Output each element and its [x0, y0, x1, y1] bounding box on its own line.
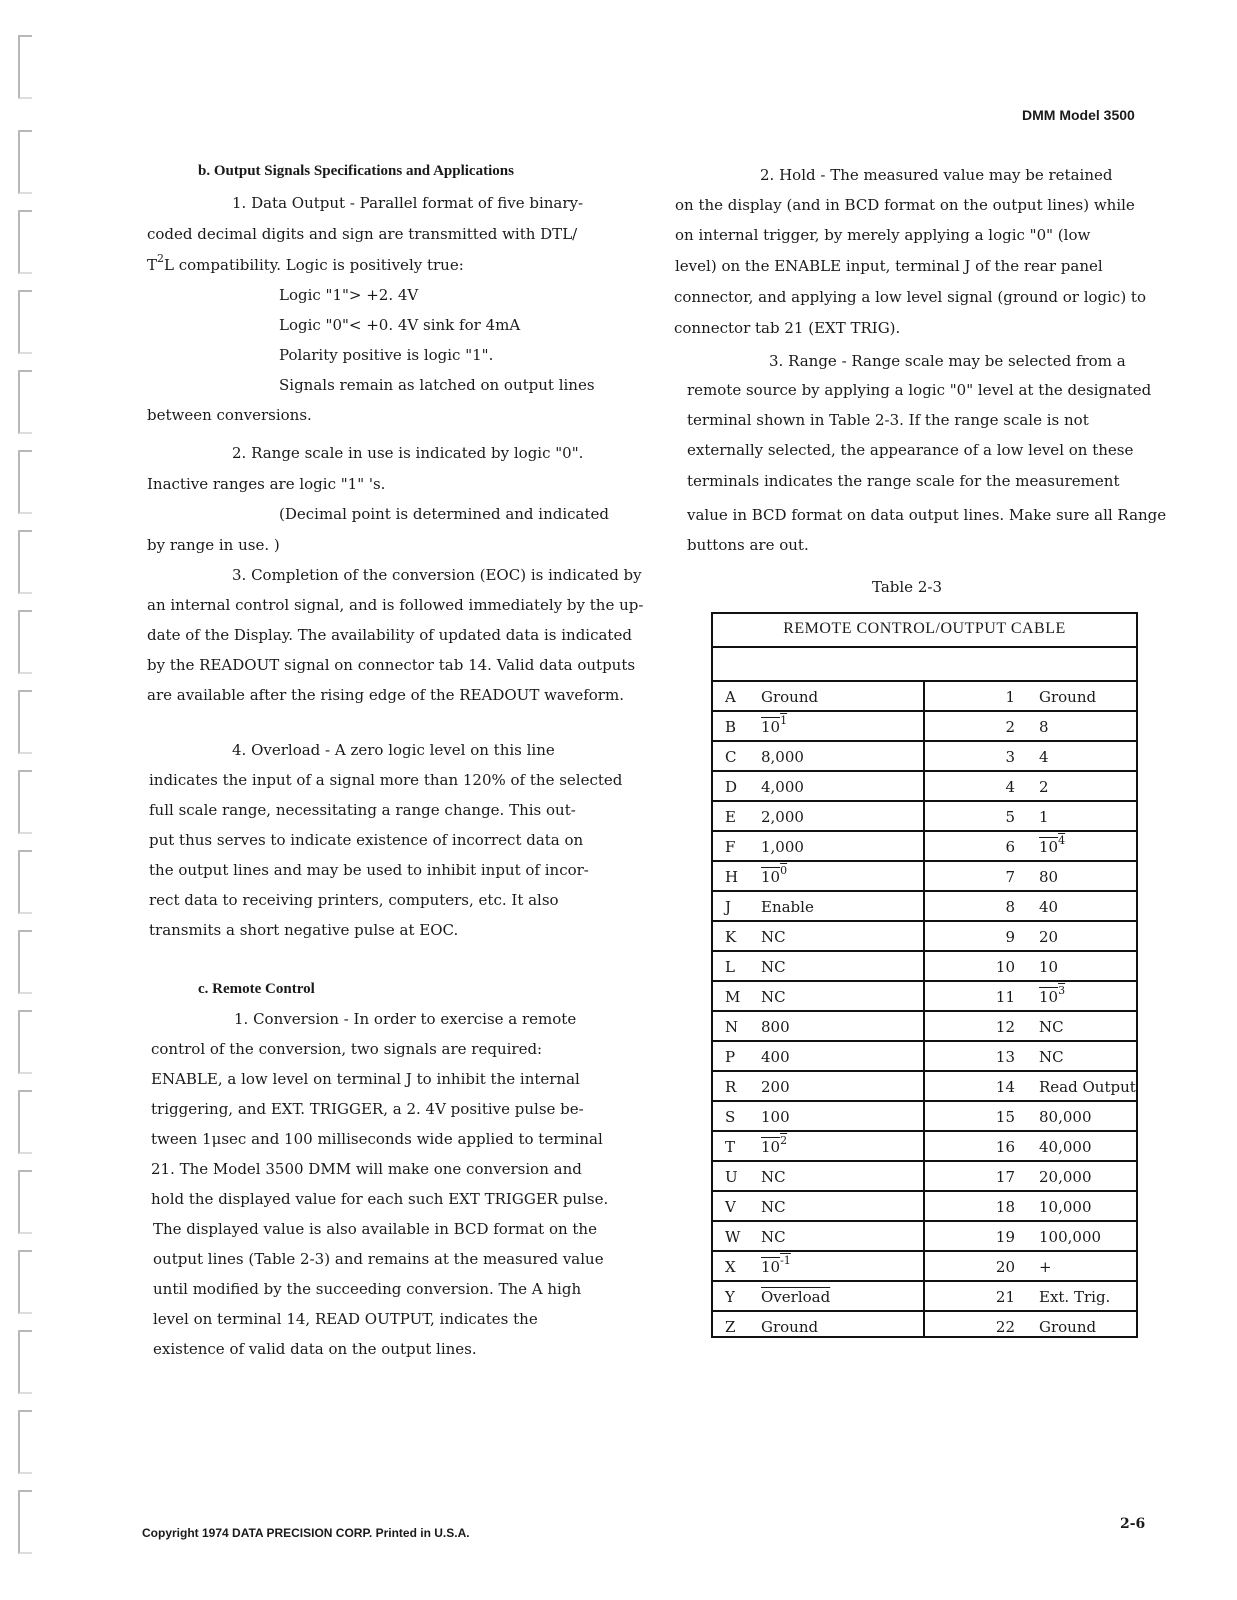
pin-number-signal: 1 [1039, 808, 1049, 826]
pin-number-signal: Ext. Trig. [1039, 1288, 1111, 1306]
pin-letter: Z [725, 1318, 736, 1336]
b4-line: put thus serves to indicate existence of incorrect data on [149, 831, 584, 849]
binder-mark [18, 210, 32, 274]
binder-mark [18, 850, 32, 914]
pin-letter-signal: 1,000 [761, 838, 804, 856]
pin-letter: U [725, 1168, 738, 1186]
pin-letter-signal: NC [761, 928, 786, 946]
binder-mark [18, 770, 32, 834]
pin-letter: C [725, 748, 737, 766]
b4-line: 4. Overload - A zero logic level on this line [232, 741, 555, 759]
c1-line: existence of valid data on the output lines. [153, 1340, 477, 1358]
page-header-model: DMM Model 3500 [1022, 107, 1135, 123]
pin-number-signal: 40 [1039, 898, 1059, 916]
pin-number-signal: 20 [1039, 928, 1059, 946]
pin-number: 1 [1005, 688, 1015, 706]
pin-letter-signal: NC [761, 1228, 786, 1246]
b3-line: 3. Completion of the conversion (EOC) is indicated by [232, 566, 642, 584]
pin-number-signal: 10 [1039, 958, 1059, 976]
pin-letter: P [725, 1048, 736, 1066]
pin-number: 5 [1005, 808, 1015, 826]
pin-number: 16 [995, 1138, 1015, 1156]
c2-line: connector, and applying a low level signal (ground or logic) to [674, 288, 1146, 306]
pin-number: 22 [995, 1318, 1015, 1336]
b1-line: 1. Data Output - Parallel format of five binary- [232, 194, 584, 212]
copyright-notice: Copyright 1974 DATA PRECISION CORP. Printed in U.S.A. [142, 1526, 470, 1540]
pin-number-signal: 2 [1039, 778, 1049, 796]
table-row [713, 742, 1136, 772]
pin-letter: K [725, 928, 737, 946]
binder-mark [18, 35, 32, 99]
pin-letter-signal: 8,000 [761, 748, 804, 766]
table-blank-row [713, 648, 1136, 682]
pin-number-signal: NC [1039, 1048, 1064, 1066]
pin-letter: T [725, 1138, 736, 1156]
binder-mark [18, 1250, 32, 1314]
section-b-heading: b. Output Signals Specifications and Applications [198, 163, 514, 179]
table-row [713, 682, 1136, 712]
c3-line: terminals indicates the range scale for the measurement [687, 472, 1120, 490]
pin-letter: A [725, 688, 736, 706]
b4-line: indicates the input of a signal more than 120% of the selected [149, 771, 623, 789]
pin-number: 12 [995, 1018, 1015, 1036]
pin-number-signal: 80,000 [1039, 1108, 1092, 1126]
table-row [713, 922, 1136, 952]
pin-letter-signal: 400 [761, 1048, 790, 1066]
table-caption: Table 2-3 [872, 578, 942, 596]
c1-line: 1. Conversion - In order to exercise a remote [234, 1010, 577, 1028]
pin-letter-signal: 2,000 [761, 808, 804, 826]
pin-letter-signal: 200 [761, 1078, 790, 1096]
b4-line: the output lines and may be used to inhibit input of incor- [149, 861, 589, 879]
pin-letter: J [725, 898, 732, 916]
table-row [713, 982, 1136, 1012]
binder-mark [18, 530, 32, 594]
pin-number: 9 [1005, 928, 1015, 946]
pin-letter-signal: 800 [761, 1018, 790, 1036]
c3-line: externally selected, the appearance of a low level on these [687, 441, 1134, 459]
pin-number: 20 [995, 1258, 1015, 1276]
pin-letter: E [725, 808, 736, 826]
c2-line: on internal trigger, by merely applying a logic "0" (low [675, 226, 1091, 244]
binder-mark [18, 1490, 32, 1554]
c1-line: hold the displayed value for each such EXT TRIGGER pulse. [151, 1190, 609, 1208]
binder-mark [18, 130, 32, 194]
table-row [713, 892, 1136, 922]
pin-letter-signal: $10^0$ [761, 864, 788, 886]
b1-line: coded decimal digits and sign are transmitted with DTL/ [147, 225, 578, 243]
c3-line: remote source by applying a logic "0" level at the designated [687, 381, 1152, 399]
c1-line: level on terminal 14, READ OUTPUT, indicates the [153, 1310, 538, 1328]
binder-mark [18, 1410, 32, 1474]
pin-letter: D [725, 778, 738, 796]
c1-line: 21. The Model 3500 DMM will make one conversion and [151, 1160, 582, 1178]
pin-letter-signal: NC [761, 958, 786, 976]
pin-letter-signal: $10^1$ [761, 714, 788, 736]
pin-number: 4 [1005, 778, 1015, 796]
table-row [713, 1282, 1136, 1312]
c3-line: 3. Range - Range scale may be selected from a [769, 352, 1126, 370]
pin-letter-signal: NC [761, 1168, 786, 1186]
binder-mark [18, 450, 32, 514]
c1-line: until modified by the succeeding conversion. The A high [153, 1280, 582, 1298]
pin-number: 10 [995, 958, 1015, 976]
binder-mark [18, 290, 32, 354]
b3-line: are available after the rising edge of the READOUT waveform. [147, 686, 624, 704]
c1-line: ENABLE, a low level on terminal J to inhibit the internal [151, 1070, 580, 1088]
pin-number-signal: 100,000 [1039, 1228, 1102, 1246]
c2-line: 2. Hold - The measured value may be retained [760, 166, 1113, 184]
b2-line: 2. Range scale in use is indicated by logic "0". [232, 444, 584, 462]
c2-line: connector tab 21 (EXT TRIG). [674, 319, 901, 337]
table-row [713, 802, 1136, 832]
pin-letter-signal: 100 [761, 1108, 790, 1126]
binder-mark [18, 1010, 32, 1074]
section-c-heading: c. Remote Control [198, 981, 315, 997]
pin-letter: W [725, 1228, 741, 1246]
pin-number-signal: Read Output [1039, 1078, 1136, 1096]
pin-letter: V [725, 1198, 736, 1216]
binder-mark [18, 1090, 32, 1154]
signals-line: Signals remain as latched on output lines [279, 376, 595, 394]
pin-letter: L [725, 958, 735, 976]
pin-number-signal: 20,000 [1039, 1168, 1092, 1186]
decimal-line: (Decimal point is determined and indicated [279, 505, 609, 523]
b4-line: rect data to receiving printers, computers, etc. It also [149, 891, 559, 909]
pin-letter: N [725, 1018, 739, 1036]
table-row [713, 862, 1136, 892]
remote-control-table [711, 612, 1138, 1338]
pin-number: 11 [995, 988, 1015, 1006]
pin-letter: H [725, 868, 739, 886]
c1-line: tween 1μsec and 100 milliseconds wide applied to terminal [151, 1130, 603, 1148]
b3-line: date of the Display. The availability of updated data is indicated [147, 626, 632, 644]
c3-line: terminal shown in Table 2-3. If the range scale is not [687, 411, 1089, 429]
pin-number-signal: 4 [1039, 748, 1049, 766]
pin-number: 6 [1005, 838, 1015, 856]
pin-letter: M [725, 988, 741, 1006]
pin-letter: S [725, 1108, 736, 1126]
c1-line: The displayed value is also available in BCD format on the [153, 1220, 597, 1238]
c2-line: level) on the ENABLE input, terminal J of the rear panel [675, 257, 1103, 275]
pin-number: 7 [1005, 868, 1015, 886]
pin-number: 2 [1005, 718, 1015, 736]
pin-number: 21 [995, 1288, 1015, 1306]
pin-number-signal: 80 [1039, 868, 1059, 886]
table-row [713, 1132, 1136, 1162]
table-row [713, 1162, 1136, 1192]
table-row [713, 1042, 1136, 1072]
b3-line: an internal control signal, and is followed immediately by the up- [147, 596, 644, 614]
pin-letter-signal: NC [761, 988, 786, 1006]
logic-zero-spec: Logic "0"< +0. 4V sink for 4mA [279, 316, 521, 334]
pin-letter-signal: Enable [761, 898, 814, 916]
pin-number: 8 [1005, 898, 1015, 916]
c2-line: on the display (and in BCD format on the output lines) while [675, 196, 1135, 214]
binder-mark [18, 690, 32, 754]
pin-number-signal: $10^4$ [1039, 834, 1066, 856]
binder-mark [18, 370, 32, 434]
table-row [713, 712, 1136, 742]
pin-letter: Y [725, 1288, 735, 1306]
table-row [713, 1102, 1136, 1132]
table-row [713, 1222, 1136, 1252]
pin-letter-signal: Overload [761, 1288, 831, 1306]
b1-line: $T^2L$ compatibility. Logic is positively true: [147, 252, 464, 274]
pin-number-signal: 40,000 [1039, 1138, 1092, 1156]
table-row [713, 1252, 1136, 1282]
pin-letter: F [725, 838, 736, 856]
pin-number: 19 [995, 1228, 1015, 1246]
binder-mark [18, 930, 32, 994]
pin-number-signal: 8 [1039, 718, 1049, 736]
table-row [713, 772, 1136, 802]
pin-letter: R [725, 1078, 737, 1096]
pin-number: 18 [995, 1198, 1015, 1216]
pin-number-signal: + [1039, 1258, 1052, 1276]
c1-line: output lines (Table 2-3) and remains at the measured value [153, 1250, 604, 1268]
decimal-line: by range in use. ) [147, 536, 280, 554]
signals-line: between conversions. [147, 406, 312, 424]
page-number: 2-6 [1120, 1516, 1146, 1532]
pin-letter-signal: 4,000 [761, 778, 804, 796]
pin-number-signal: 10,000 [1039, 1198, 1092, 1216]
table-row [713, 832, 1136, 862]
pin-number: 17 [995, 1168, 1015, 1186]
pin-number: 14 [995, 1078, 1015, 1096]
table-row [713, 1312, 1136, 1342]
pin-letter-signal: $10^{-1}$ [761, 1254, 791, 1276]
pin-letter-signal: Ground [761, 1318, 819, 1336]
c3-line: buttons are out. [687, 536, 809, 554]
c1-line: triggering, and EXT. TRIGGER, a 2. 4V positive pulse be- [151, 1100, 584, 1118]
table-row [713, 952, 1136, 982]
b2-line: Inactive ranges are logic "1" 's. [147, 475, 386, 493]
pin-letter: B [725, 718, 737, 736]
pin-number-signal: Ground [1039, 1318, 1097, 1336]
table-row [713, 1192, 1136, 1222]
b4-line: transmits a short negative pulse at EOC. [149, 921, 459, 939]
pin-number: 13 [995, 1048, 1015, 1066]
pin-number-signal: NC [1039, 1018, 1064, 1036]
polarity-spec: Polarity positive is logic "1". [279, 346, 494, 364]
pin-letter-signal: NC [761, 1198, 786, 1216]
pin-letter-signal: $10^2$ [761, 1134, 788, 1156]
table-row [713, 1072, 1136, 1102]
pin-letter-signal: Ground [761, 688, 819, 706]
b4-line: full scale range, necessitating a range change. This out- [149, 801, 576, 819]
pin-number-signal: $10^3$ [1039, 984, 1066, 1006]
c1-line: control of the conversion, two signals are required: [151, 1040, 543, 1058]
pin-number-signal: Ground [1039, 688, 1097, 706]
b3-line: by the READOUT signal on connector tab 14. Valid data outputs [147, 656, 636, 674]
binder-mark [18, 610, 32, 674]
table-title: REMOTE CONTROL/OUTPUT CABLE [713, 614, 1136, 648]
logic-one-spec: Logic "1"> +2. 4V [279, 286, 419, 304]
pin-letter: X [725, 1258, 736, 1276]
c3-line: value in BCD format on data output lines. Make sure all Range [687, 506, 1167, 524]
pin-number: 3 [1005, 748, 1015, 766]
table-row [713, 1012, 1136, 1042]
pin-number: 15 [995, 1108, 1015, 1126]
binder-mark [18, 1330, 32, 1394]
binder-mark [18, 1170, 32, 1234]
